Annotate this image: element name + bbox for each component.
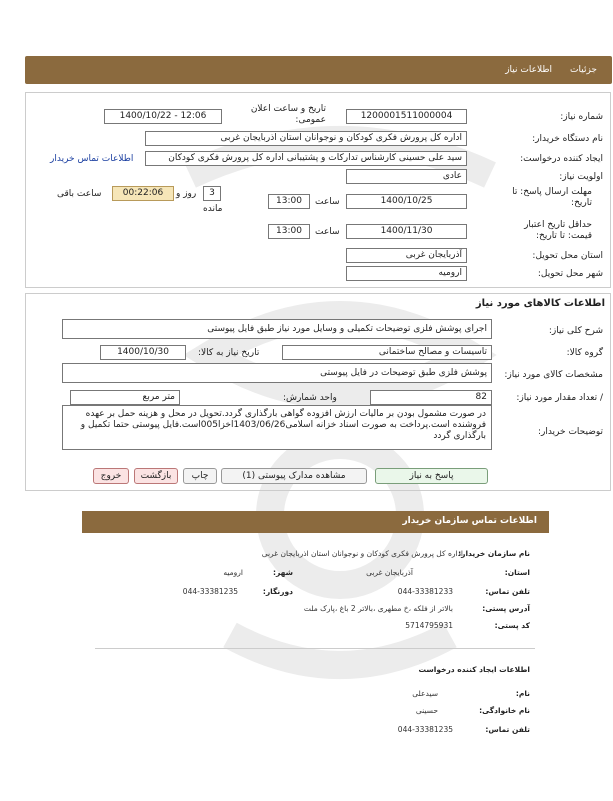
- contact-phone-value: 044-33381233: [397, 587, 453, 596]
- buyer-org-label: نام دستگاه خریدار:: [532, 134, 603, 144]
- city-field: ارومیه: [346, 266, 467, 281]
- quantity-label: / تعداد مقدار مورد نیاز:: [516, 393, 603, 403]
- priority-field: عادی: [346, 169, 467, 184]
- remaining-label: ساعت باقی: [57, 189, 102, 199]
- announce-label: تاریخ و ساعت اعلان عمومی:: [250, 104, 326, 125]
- tab-details[interactable]: جزئیات: [570, 65, 597, 75]
- goods-group-label: گروه کالا:: [566, 348, 603, 358]
- goods-group-field: تاسیسات و مصالح ساختمانی: [282, 345, 492, 360]
- contact-divider: [95, 648, 535, 649]
- validity-time-field: 13:00: [268, 224, 310, 239]
- creator-phone-label: تلفن تماس:: [485, 725, 530, 734]
- creator-section-title: اطلاعات ایجاد کننده درخواست: [418, 665, 530, 674]
- city-label: شهر محل تحویل:: [537, 269, 603, 279]
- goods-section-title: اطلاعات کالاهای مورد نیاز: [475, 298, 605, 309]
- contact-city-label: شهر:: [273, 568, 293, 577]
- need-date-field: 1400/10/30: [100, 345, 186, 360]
- creator-label: ایجاد کننده درخواست:: [520, 154, 603, 164]
- need-number-field: 1200001511000004: [346, 109, 467, 124]
- announce-field: 1400/10/22 - 12:06: [104, 109, 222, 124]
- reply-button[interactable]: پاسخ به نیاز: [375, 468, 488, 484]
- spec-label: مشخصات کالای مورد نیاز:: [504, 370, 603, 380]
- creator-family-label: نام خانوادگی:: [479, 706, 530, 715]
- deadline-date-field: 1400/10/25: [346, 194, 467, 209]
- spec-field: پوشش فلزی طبق توضیحات در فایل پیوستی: [62, 363, 492, 383]
- creator-name-label: نام:: [515, 689, 530, 698]
- contact-org-value: اداره کل پرورش فکری کودکان و نوجوانان استان اذربایجان غربی: [261, 549, 463, 558]
- creator-name-value: سیدعلی: [412, 689, 438, 698]
- view-attachments-button[interactable]: مشاهده مدارک پیوستی (1): [221, 468, 367, 484]
- deadline-label: مهلت ارسال پاسخ: تا تاریخ:: [512, 187, 592, 208]
- need-date-label: تاریخ نیاز به کالا:: [198, 348, 260, 358]
- buyer-org-field: اداره کل پرورش فکری کودکان و نوجوانان استان اذربایجان غربی: [145, 131, 467, 146]
- contact-postal-label: کد پستی:: [494, 621, 530, 630]
- days-remaining-field: 3: [203, 186, 221, 201]
- print-button[interactable]: چاپ: [183, 468, 217, 484]
- validity-date-field: 1400/11/30: [346, 224, 467, 239]
- contact-province-label: استان:: [504, 568, 530, 577]
- unit-field: متر مربع: [70, 390, 180, 405]
- buyer-notes-field: در صورت مشمول بودن بر مالیات ارزش افزوده گواهی بارگذاری گردد.تحویل در محل و هزینه حمل بر عهده فروشنده است.پرداخت به صورت اسناد خزانه اسلامی1403/06/26اخزا005است.فایل پیوستی حتما تکمیل و بارگذاری گردد: [62, 405, 492, 450]
- validity-time-label: ساعت: [315, 227, 340, 237]
- contact-phone-label: تلفن تماس:: [485, 587, 530, 596]
- header-bar: [25, 56, 612, 84]
- contact-fax-label: دورنگار:: [262, 587, 293, 596]
- contact-province-value: آذربایجان غربی: [366, 568, 413, 577]
- quantity-field: 82: [370, 390, 492, 405]
- province-field: آذربایجان غربی: [346, 248, 467, 263]
- contact-section-header: [82, 511, 549, 533]
- summary-field: اجرای پوشش فلزی توضیحات تکمیلی و وسایل مورد نیاز طبق فایل پیوستی: [62, 319, 492, 339]
- summary-label: شرح کلی نیاز:: [548, 326, 603, 336]
- need-number-label: شماره نیاز:: [560, 112, 603, 122]
- contact-section-title: اطلاعات تماس سازمان خریدار: [402, 516, 537, 526]
- creator-phone-value: 044-33381235: [397, 725, 453, 734]
- deadline-time-label: ساعت: [315, 197, 340, 207]
- back-button[interactable]: بازگشت: [134, 468, 178, 484]
- days-label: روز و: [176, 189, 197, 199]
- contact-city-value: ارومیه: [223, 568, 243, 577]
- province-label: استان محل تحویل:: [532, 251, 603, 261]
- buyer-notes-label: توضیحات خریدار:: [537, 427, 603, 437]
- creator-field: سید علی حسینی کارشناس تدارکات و پشتیبانی اداره کل پرورش فکری کودکان: [145, 151, 467, 166]
- tab-need-info[interactable]: اطلاعات نیاز: [505, 65, 552, 75]
- contact-fax-value: 044-33381235: [182, 587, 238, 596]
- validity-label: حداقل تاریخ اعتبار قیمت: تا تاریخ:: [524, 220, 592, 241]
- priority-label: اولویت نیاز:: [559, 172, 603, 182]
- contact-address-value: بالاتر از فلکه ،خ مطهری ،بالاتر 2 باغ ،پارک ملت: [303, 604, 453, 613]
- deadline-time-field: 13:00: [268, 194, 310, 209]
- buyer-contact-link[interactable]: اطلاعات تماس خریدار: [50, 154, 134, 164]
- creator-family-value: حسینی: [415, 706, 438, 715]
- exit-button[interactable]: خروج: [93, 468, 129, 484]
- unit-label: واحد شمارش:: [283, 393, 337, 403]
- countdown-timer: 00:22:06: [112, 186, 174, 201]
- contact-address-label: آدرس پستی:: [482, 604, 530, 613]
- contact-org-label: نام سازمان خریدار:: [458, 549, 530, 558]
- remaining-suffix: مانده: [203, 204, 223, 214]
- contact-postal-value: 5714795931: [405, 621, 453, 630]
